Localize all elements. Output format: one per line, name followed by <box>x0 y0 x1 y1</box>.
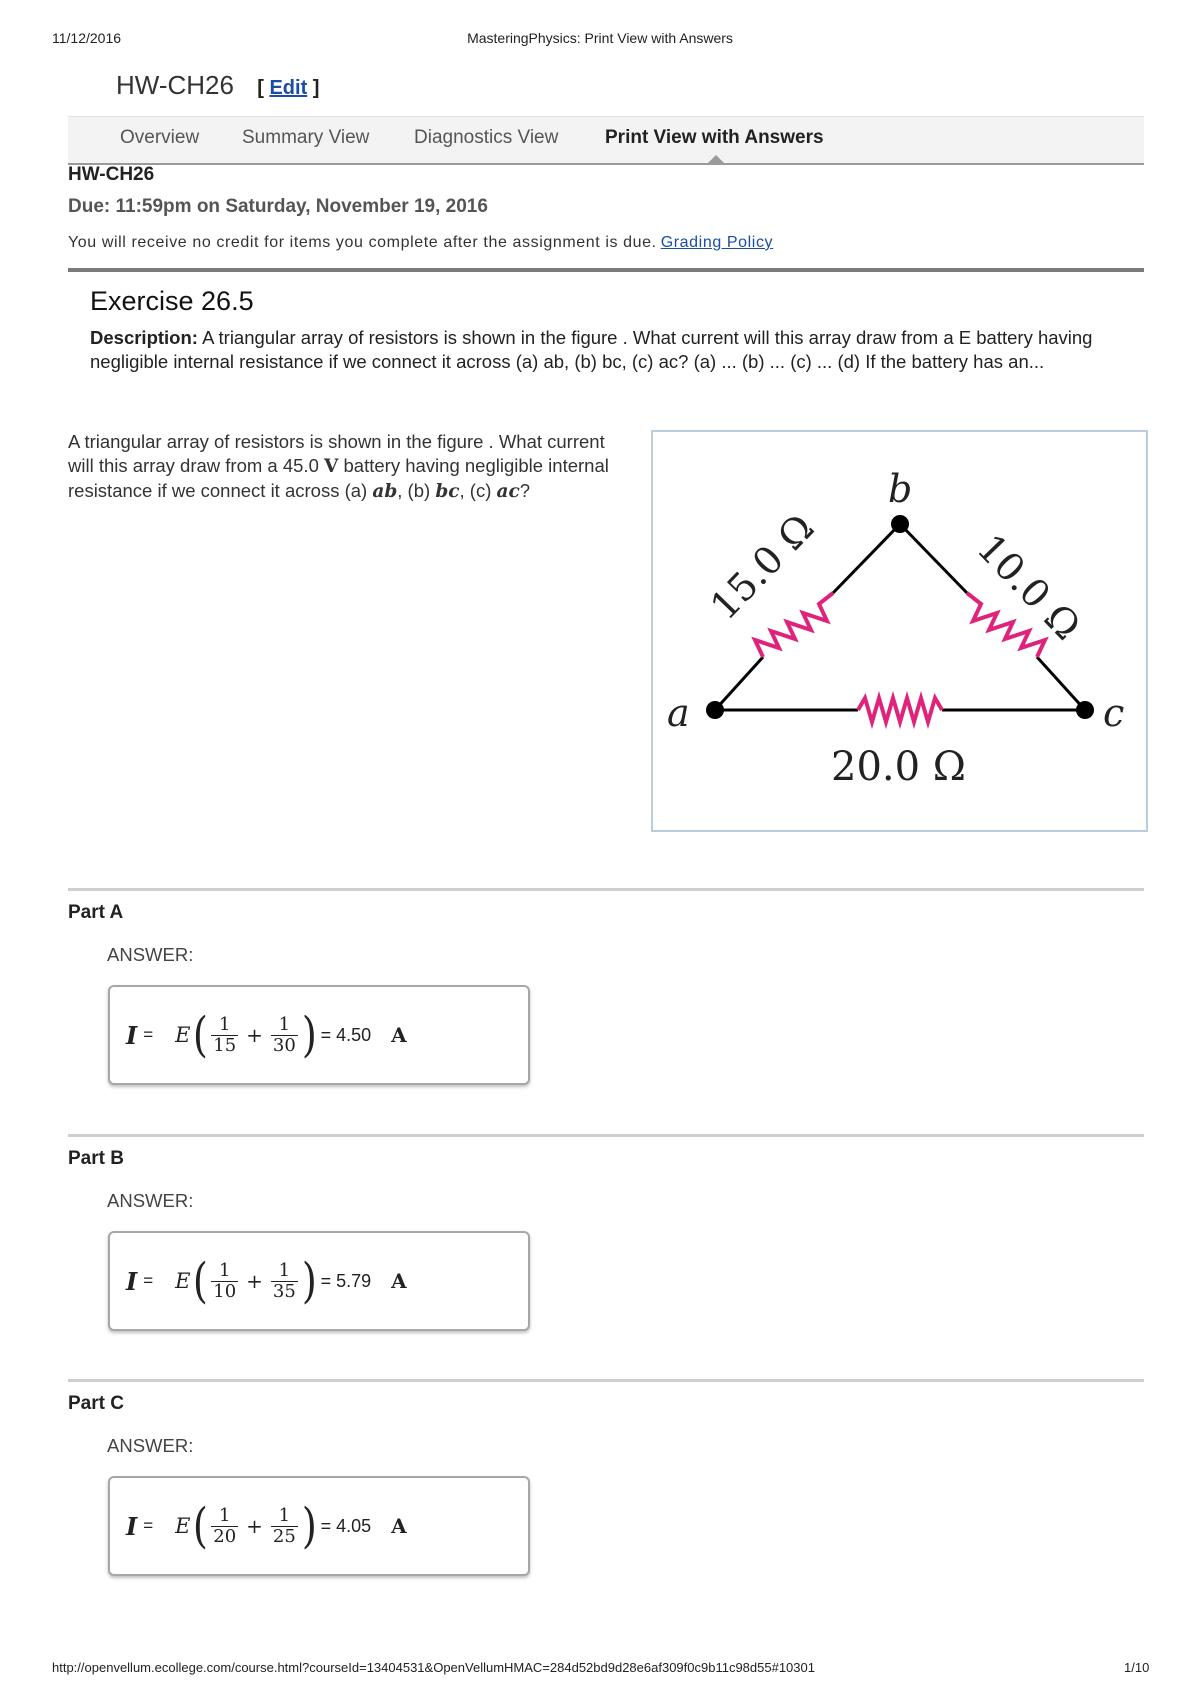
problem-var-ac: ac <box>496 481 520 502</box>
plus-sign: + <box>246 1023 263 1047</box>
fraction-2 <box>271 1506 298 1547</box>
resistor-bc-label: 10.0 Ω <box>968 525 1090 649</box>
fraction-1 <box>211 1506 238 1547</box>
assignment-subtitle: HW-CH26 <box>68 164 155 185</box>
resistor-ab-label: 15.0 Ω <box>701 505 823 629</box>
problem-var-ab: ab <box>372 481 398 502</box>
triangle-resistor-diagram <box>653 432 1146 830</box>
resistor-ac-label: 20.0 Ω <box>831 744 966 790</box>
fraction-2-numerator: 1 <box>278 1013 291 1035</box>
edit-link[interactable]: Edit <box>269 77 308 99</box>
circuit-labels <box>667 467 1124 790</box>
view-tabbar <box>68 116 1144 165</box>
tab-diagnostics-view[interactable]: Diagnostics View <box>414 127 559 148</box>
part-c-result: = 4.05 <box>320 1515 372 1536</box>
open-paren: ( <box>192 1498 208 1554</box>
late-notice <box>68 234 773 252</box>
description-text: A triangular array of resistors is shown in the figure . What current will this array draw from a E battery having negligible internal resistance if we connect it across (a) ab, (b) bc, (c) ac? (a) ... (b) ... (c) ... (d) If the battery has an... <box>90 327 1093 372</box>
current-variable: I <box>126 1266 138 1296</box>
part-b-result: = 5.79 <box>320 1270 372 1291</box>
tab-summary-view[interactable]: Summary View <box>242 127 370 148</box>
part-c-label: Part C <box>68 1393 124 1414</box>
wire-a-r1 <box>715 657 763 710</box>
grading-policy-link[interactable]: Grading Policy <box>660 234 774 251</box>
fraction-1-denominator: 15 <box>213 1034 237 1056</box>
problem-text-2: battery having negligible internal resistance if we connect it across (a) <box>68 455 609 501</box>
fraction-2 <box>271 1261 298 1302</box>
problem-text-3: , (b) <box>397 480 436 501</box>
part-b-answer-box <box>108 1231 530 1331</box>
part-b-unit: A <box>391 1269 407 1293</box>
node-c-label: c <box>1103 691 1125 735</box>
part-a-formula <box>126 987 407 1083</box>
fraction-2 <box>271 1015 298 1056</box>
fraction-2-denominator: 30 <box>272 1034 296 1056</box>
close-paren: ) <box>301 1007 317 1063</box>
current-variable: I <box>126 1020 138 1050</box>
part-a-unit: A <box>391 1023 407 1047</box>
fraction-1 <box>211 1015 238 1056</box>
resistor-ac <box>858 698 942 722</box>
node-b-dot <box>891 515 909 533</box>
fraction-1 <box>211 1261 238 1302</box>
assignment-title <box>116 70 319 101</box>
part-a-result: = 4.50 <box>320 1024 372 1045</box>
open-paren: ( <box>192 1007 208 1063</box>
description-label: Description: <box>90 327 198 348</box>
edit-bracket-close: ] <box>312 77 320 99</box>
plus-sign: + <box>246 1269 263 1293</box>
problem-text-5: ? <box>519 480 531 501</box>
part-c-unit: A <box>391 1514 407 1538</box>
wire-r2-c <box>1037 657 1085 710</box>
node-a-label: a <box>667 691 690 735</box>
exercise-description <box>90 326 1120 374</box>
fraction-2-numerator: 1 <box>278 1504 291 1526</box>
equals-sign: = <box>143 1025 154 1044</box>
part-c-answer-label: ANSWER: <box>107 1435 194 1456</box>
emf-variable: E <box>175 1269 191 1293</box>
fraction-2-denominator: 35 <box>272 1280 296 1302</box>
wire-b-r2 <box>900 524 967 593</box>
part-a-answer-label: ANSWER: <box>107 944 194 965</box>
close-paren: ) <box>301 1498 317 1554</box>
wire-r1-b <box>833 524 900 593</box>
tab-overview[interactable]: Overview <box>120 127 200 148</box>
resistors <box>755 593 1045 722</box>
emf-variable: E <box>175 1514 191 1538</box>
part-b-answer-label: ANSWER: <box>107 1190 194 1211</box>
part-c-answer-box <box>108 1476 530 1576</box>
fraction-1-numerator: 1 <box>218 1259 231 1281</box>
fraction-1-numerator: 1 <box>218 1013 231 1035</box>
circuit-figure <box>651 430 1148 832</box>
fraction-2-numerator: 1 <box>278 1259 291 1281</box>
part-c-formula <box>126 1478 407 1574</box>
tab-print-view-with-answers[interactable]: Print View with Answers <box>605 127 824 148</box>
fraction-1-denominator: 10 <box>213 1280 237 1302</box>
equals-sign: = <box>143 1271 154 1290</box>
print-header <box>0 30 1200 50</box>
header-divider <box>68 268 1144 272</box>
part-b-divider <box>68 1134 1144 1137</box>
node-c-dot <box>1076 701 1094 719</box>
node-b-label: b <box>888 467 913 511</box>
fraction-1-denominator: 20 <box>213 1525 237 1547</box>
close-paren: ) <box>301 1253 317 1309</box>
node-a-dot <box>706 701 724 719</box>
current-variable: I <box>126 1511 138 1541</box>
open-paren: ( <box>192 1253 208 1309</box>
problem-text-1: A triangular array of resistors is shown in the figure . What current will this array draw from a 45.0 <box>68 431 605 476</box>
assignment-title-text: HW-CH26 <box>116 70 234 100</box>
part-b-formula <box>126 1233 407 1329</box>
active-tab-indicator <box>708 155 724 163</box>
plus-sign: + <box>246 1514 263 1538</box>
emf-variable: E <box>175 1023 191 1047</box>
part-a-divider <box>68 888 1144 891</box>
part-a-label: Part A <box>68 902 124 923</box>
part-a-answer-box <box>108 985 530 1085</box>
print-date: 11/12/2016 <box>52 30 122 46</box>
part-c-divider <box>68 1379 1144 1382</box>
late-notice-text: You will receive no credit for items you complete after the assignment is due. <box>68 234 657 251</box>
problem-statement <box>68 430 628 504</box>
part-b-label: Part B <box>68 1148 124 1169</box>
problem-unit-volt: V <box>324 456 339 477</box>
problem-var-bc: bc <box>435 481 460 502</box>
footer-page-number: 1/10 <box>1124 1660 1150 1675</box>
edit-wrapper <box>257 77 319 99</box>
print-page-title: MasteringPhysics: Print View with Answers <box>467 30 733 46</box>
problem-text-4: , (c) <box>459 480 497 501</box>
footer-url: http://openvellum.ecollege.com/course.html?courseId=13404531&OpenVellumHMAC=284d52bd9d28e6af309f0c9b11c98d55#10301 <box>52 1660 815 1675</box>
edit-bracket-open: [ <box>257 77 264 99</box>
resistor-ab <box>755 593 833 657</box>
equals-sign: = <box>143 1516 154 1535</box>
fraction-2-denominator: 25 <box>272 1525 296 1547</box>
due-date: Due: 11:59pm on Saturday, November 19, 2016 <box>68 196 488 217</box>
fraction-1-numerator: 1 <box>218 1504 231 1526</box>
exercise-title: Exercise 26.5 <box>90 286 254 316</box>
